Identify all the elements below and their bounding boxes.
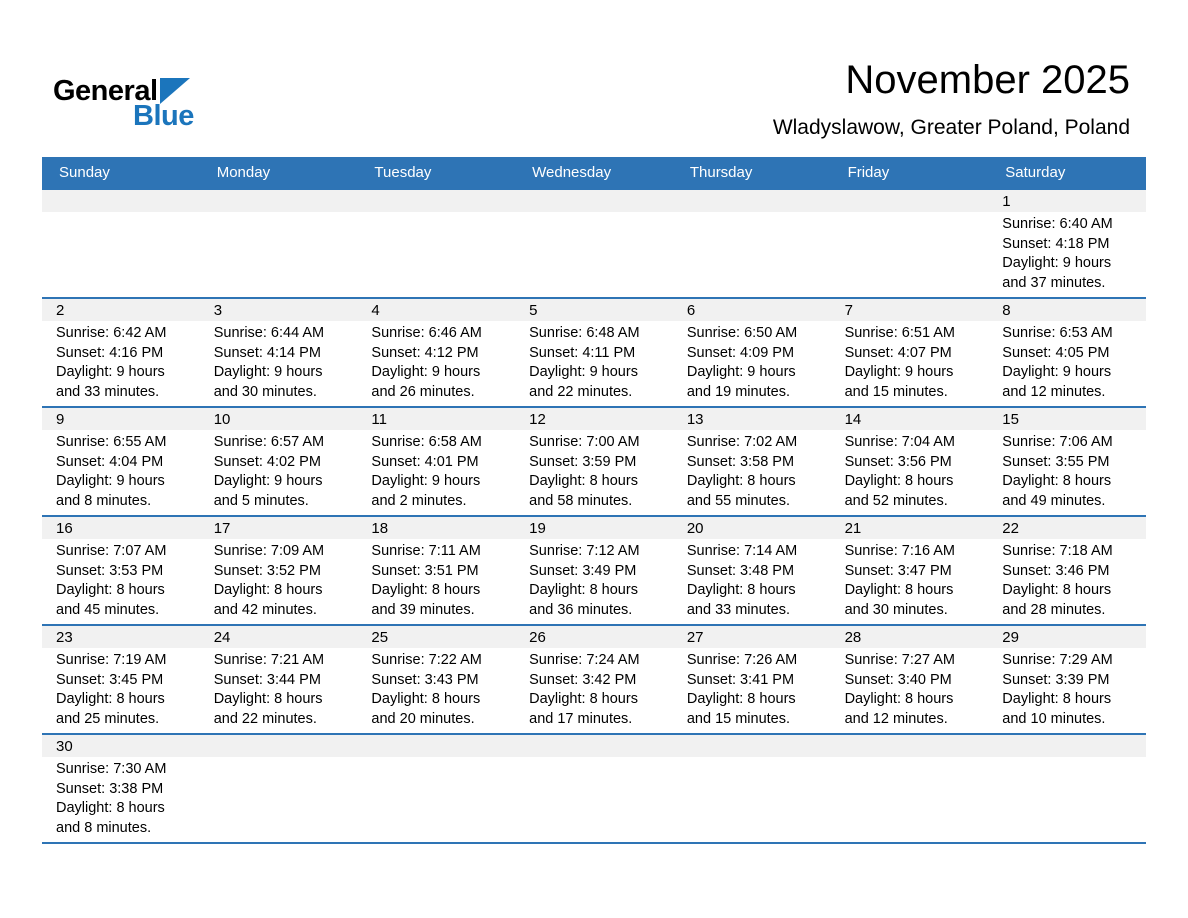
day-details xyxy=(200,212,358,215)
day-details xyxy=(200,430,358,512)
sunset-text: Sunset: 4:05 PM xyxy=(1002,344,1110,361)
day-number: 12 xyxy=(515,408,673,430)
sunset-text: Sunset: 4:09 PM xyxy=(686,344,795,361)
day-cell-empty xyxy=(673,190,831,297)
day-number: 5 xyxy=(515,299,673,321)
day-cell-14 xyxy=(831,408,989,515)
sunrise-text: Sunrise: 6:40 AM xyxy=(1002,216,1113,232)
day-details xyxy=(673,757,831,760)
day-cell-9 xyxy=(42,408,200,515)
day-number xyxy=(515,735,673,757)
daylight-text: Daylight: 8 hours and 39 minutes. xyxy=(371,582,481,619)
general-blue-logo xyxy=(53,76,213,130)
day-number: 19 xyxy=(515,517,673,539)
day-details xyxy=(42,648,200,730)
day-details xyxy=(515,757,673,760)
day-number: 8 xyxy=(988,299,1146,321)
sunrise-text: Sunrise: 7:07 AM xyxy=(56,543,167,559)
day-cell-29 xyxy=(988,626,1146,733)
weekday-header-sunday: Sunday xyxy=(59,164,110,181)
day-cell-6 xyxy=(673,299,831,406)
day-details xyxy=(988,648,1146,730)
sunrise-text: Sunrise: 6:46 AM xyxy=(371,325,482,341)
sunset-text: Sunset: 4:02 PM xyxy=(213,453,321,470)
day-number: 29 xyxy=(988,626,1146,648)
daylight-text: Daylight: 8 hours and 36 minutes. xyxy=(529,582,638,619)
daylight-text: Daylight: 8 hours and 30 minutes. xyxy=(844,582,954,619)
weekday-header-monday: Monday xyxy=(216,164,271,181)
sunrise-text: Sunrise: 7:11 AM xyxy=(371,543,481,559)
daylight-text: Daylight: 9 hours and 22 minutes. xyxy=(529,364,638,401)
day-details xyxy=(200,321,358,403)
day-cell-empty xyxy=(831,735,989,842)
day-number: 14 xyxy=(831,408,989,430)
day-cell-30 xyxy=(42,735,200,842)
day-cell-19 xyxy=(515,517,673,624)
sunrise-text: Sunrise: 7:26 AM xyxy=(686,652,798,668)
day-number: 13 xyxy=(673,408,831,430)
day-number: 4 xyxy=(357,299,515,321)
day-details xyxy=(515,539,673,621)
sunset-text: Sunset: 4:16 PM xyxy=(56,344,164,361)
day-number xyxy=(200,190,358,212)
day-number: 3 xyxy=(200,299,358,321)
day-details xyxy=(673,539,831,621)
daylight-text: Daylight: 9 hours and 2 minutes. xyxy=(371,473,481,510)
sunset-text: Sunset: 3:53 PM xyxy=(56,562,164,579)
daylight-text: Daylight: 8 hours and 15 minutes. xyxy=(686,691,796,728)
day-cell-7 xyxy=(831,299,989,406)
sunrise-text: Sunrise: 7:12 AM xyxy=(529,543,640,559)
day-number: 30 xyxy=(42,735,200,757)
weekday-header-thursday: Thursday xyxy=(689,164,753,181)
day-number xyxy=(357,190,515,212)
sunset-text: Sunset: 4:04 PM xyxy=(56,453,164,470)
logo-text-blue: Blue xyxy=(133,100,194,132)
sunset-text: Sunset: 3:48 PM xyxy=(686,562,795,579)
day-cell-24 xyxy=(200,626,358,733)
sunset-text: Sunset: 4:07 PM xyxy=(844,344,952,361)
sunrise-text: Sunrise: 7:04 AM xyxy=(844,434,955,450)
daylight-text: Daylight: 9 hours and 26 minutes. xyxy=(371,364,481,401)
week-row xyxy=(42,188,1146,297)
day-cell-empty xyxy=(831,190,989,297)
day-details xyxy=(988,430,1146,512)
sunrise-text: Sunrise: 7:16 AM xyxy=(844,543,955,559)
day-number: 10 xyxy=(200,408,358,430)
day-cell-25 xyxy=(357,626,515,733)
day-details xyxy=(200,539,358,621)
page-title: November 2025 xyxy=(845,58,1130,102)
day-cell-27 xyxy=(673,626,831,733)
day-cell-5 xyxy=(515,299,673,406)
sunrise-text: Sunrise: 6:42 AM xyxy=(56,325,167,341)
sunrise-text: Sunrise: 6:55 AM xyxy=(56,434,167,450)
sunrise-text: Sunrise: 7:21 AM xyxy=(213,652,325,668)
sunrise-text: Sunrise: 7:24 AM xyxy=(529,652,640,668)
day-cell-2 xyxy=(42,299,200,406)
day-number: 23 xyxy=(42,626,200,648)
sunrise-text: Sunrise: 7:22 AM xyxy=(371,652,482,668)
day-details xyxy=(200,648,358,730)
day-cell-22 xyxy=(988,517,1146,624)
day-details xyxy=(831,757,989,760)
logo-text-general: General xyxy=(53,75,158,107)
day-number xyxy=(200,735,358,757)
sunrise-text: Sunrise: 6:58 AM xyxy=(371,434,482,450)
day-number: 9 xyxy=(42,408,200,430)
day-details xyxy=(831,321,989,403)
day-details xyxy=(515,321,673,403)
day-number: 2 xyxy=(42,299,200,321)
day-details xyxy=(831,430,989,512)
day-details xyxy=(515,430,673,512)
day-number: 22 xyxy=(988,517,1146,539)
daylight-text: Daylight: 9 hours and 5 minutes. xyxy=(213,473,323,510)
sunrise-text: Sunrise: 6:44 AM xyxy=(213,325,325,341)
sunrise-text: Sunrise: 7:27 AM xyxy=(844,652,955,668)
sunrise-text: Sunrise: 6:57 AM xyxy=(213,434,325,450)
week-row xyxy=(42,624,1146,733)
daylight-text: Daylight: 9 hours and 33 minutes. xyxy=(56,364,165,401)
sunrise-text: Sunrise: 7:06 AM xyxy=(1002,434,1113,450)
day-details xyxy=(357,212,515,215)
sunrise-text: Sunrise: 7:18 AM xyxy=(1002,543,1113,559)
daylight-text: Daylight: 8 hours and 28 minutes. xyxy=(1002,582,1112,619)
sunset-text: Sunset: 3:58 PM xyxy=(686,453,795,470)
sunrise-text: Sunrise: 7:29 AM xyxy=(1002,652,1113,668)
day-cell-empty xyxy=(200,735,358,842)
day-number xyxy=(42,190,200,212)
daylight-text: Daylight: 8 hours and 10 minutes. xyxy=(1002,691,1112,728)
day-details xyxy=(200,757,358,760)
sunrise-text: Sunrise: 7:09 AM xyxy=(213,543,325,559)
day-details xyxy=(673,648,831,730)
sunrise-text: Sunrise: 6:53 AM xyxy=(1002,325,1113,341)
day-details xyxy=(42,321,200,403)
day-cell-17 xyxy=(200,517,358,624)
week-row xyxy=(42,297,1146,406)
day-cell-3 xyxy=(200,299,358,406)
page-subtitle: Wladyslawow, Greater Poland, Poland xyxy=(772,116,1130,139)
sunset-text: Sunset: 3:59 PM xyxy=(529,453,637,470)
sunrise-text: Sunrise: 6:48 AM xyxy=(529,325,640,341)
day-cell-4 xyxy=(357,299,515,406)
daylight-text: Daylight: 8 hours and 45 minutes. xyxy=(56,582,165,619)
day-details xyxy=(357,648,515,730)
day-cell-10 xyxy=(200,408,358,515)
day-cell-12 xyxy=(515,408,673,515)
sunset-text: Sunset: 3:55 PM xyxy=(1002,453,1110,470)
sunset-text: Sunset: 4:12 PM xyxy=(371,344,479,361)
sunset-text: Sunset: 3:43 PM xyxy=(371,671,479,688)
day-number: 20 xyxy=(673,517,831,539)
day-number xyxy=(357,735,515,757)
sunrise-text: Sunrise: 7:30 AM xyxy=(56,761,167,777)
day-cell-empty xyxy=(42,190,200,297)
day-cell-26 xyxy=(515,626,673,733)
day-cell-20 xyxy=(673,517,831,624)
day-cell-empty xyxy=(515,735,673,842)
day-number: 7 xyxy=(831,299,989,321)
day-cell-empty xyxy=(357,735,515,842)
calendar-table xyxy=(42,157,1146,844)
day-details xyxy=(831,539,989,621)
weekday-header-row xyxy=(42,157,1146,188)
daylight-text: Daylight: 8 hours and 12 minutes. xyxy=(844,691,954,728)
sunset-text: Sunset: 3:49 PM xyxy=(529,562,637,579)
weekday-header-friday: Friday xyxy=(847,164,890,181)
day-details xyxy=(42,757,200,839)
day-cell-21 xyxy=(831,517,989,624)
day-number xyxy=(673,735,831,757)
day-number xyxy=(673,190,831,212)
day-cell-8 xyxy=(988,299,1146,406)
sunset-text: Sunset: 3:51 PM xyxy=(371,562,479,579)
day-number: 16 xyxy=(42,517,200,539)
daylight-text: Daylight: 8 hours and 49 minutes. xyxy=(1002,473,1112,510)
daylight-text: Daylight: 8 hours and 8 minutes. xyxy=(56,800,165,837)
sunrise-text: Sunrise: 6:51 AM xyxy=(844,325,955,341)
daylight-text: Daylight: 9 hours and 12 minutes. xyxy=(1002,364,1112,401)
day-cell-11 xyxy=(357,408,515,515)
day-details xyxy=(515,212,673,215)
sunset-text: Sunset: 3:52 PM xyxy=(213,562,321,579)
day-details xyxy=(673,430,831,512)
sunrise-text: Sunrise: 6:50 AM xyxy=(686,325,798,341)
sunrise-text: Sunrise: 7:02 AM xyxy=(686,434,798,450)
week-row xyxy=(42,406,1146,515)
sunset-text: Sunset: 3:44 PM xyxy=(213,671,321,688)
day-number: 1 xyxy=(988,190,1146,212)
day-details xyxy=(673,212,831,215)
sunset-text: Sunset: 3:38 PM xyxy=(56,780,164,797)
day-number xyxy=(831,190,989,212)
day-number: 18 xyxy=(357,517,515,539)
day-number: 6 xyxy=(673,299,831,321)
day-details xyxy=(831,212,989,215)
day-cell-empty xyxy=(988,735,1146,842)
day-number: 21 xyxy=(831,517,989,539)
day-cell-28 xyxy=(831,626,989,733)
day-details xyxy=(357,539,515,621)
day-cell-empty xyxy=(357,190,515,297)
day-details xyxy=(42,212,200,215)
weekday-header-wednesday: Wednesday xyxy=(532,164,612,181)
day-cell-23 xyxy=(42,626,200,733)
daylight-text: Daylight: 8 hours and 58 minutes. xyxy=(529,473,638,510)
calendar-grid xyxy=(42,188,1146,842)
sunset-text: Sunset: 3:46 PM xyxy=(1002,562,1110,579)
sunset-text: Sunset: 3:47 PM xyxy=(844,562,952,579)
day-details xyxy=(673,321,831,403)
daylight-text: Daylight: 9 hours and 37 minutes. xyxy=(1002,255,1112,292)
daylight-text: Daylight: 9 hours and 19 minutes. xyxy=(686,364,796,401)
day-number xyxy=(988,735,1146,757)
sunset-text: Sunset: 4:14 PM xyxy=(213,344,321,361)
day-cell-15 xyxy=(988,408,1146,515)
daylight-text: Daylight: 8 hours and 22 minutes. xyxy=(213,691,323,728)
sunset-text: Sunset: 3:39 PM xyxy=(1002,671,1110,688)
week-row xyxy=(42,515,1146,624)
daylight-text: Daylight: 8 hours and 17 minutes. xyxy=(529,691,638,728)
daylight-text: Daylight: 9 hours and 15 minutes. xyxy=(844,364,954,401)
day-details xyxy=(42,430,200,512)
day-details xyxy=(357,321,515,403)
day-cell-18 xyxy=(357,517,515,624)
day-cell-empty xyxy=(200,190,358,297)
sunrise-text: Sunrise: 7:19 AM xyxy=(56,652,167,668)
sunset-text: Sunset: 3:42 PM xyxy=(529,671,637,688)
day-number: 28 xyxy=(831,626,989,648)
day-details xyxy=(357,757,515,760)
sunset-text: Sunset: 4:18 PM xyxy=(1002,235,1110,252)
sunset-text: Sunset: 3:45 PM xyxy=(56,671,164,688)
day-details xyxy=(42,539,200,621)
day-number xyxy=(515,190,673,212)
day-details xyxy=(988,539,1146,621)
day-details xyxy=(988,321,1146,403)
sunset-text: Sunset: 4:11 PM xyxy=(529,344,636,361)
daylight-text: Daylight: 8 hours and 33 minutes. xyxy=(686,582,796,619)
day-details xyxy=(515,648,673,730)
day-number: 11 xyxy=(357,408,515,430)
day-number: 17 xyxy=(200,517,358,539)
day-details xyxy=(357,430,515,512)
daylight-text: Daylight: 8 hours and 55 minutes. xyxy=(686,473,796,510)
day-cell-13 xyxy=(673,408,831,515)
daylight-text: Daylight: 8 hours and 25 minutes. xyxy=(56,691,165,728)
sunset-text: Sunset: 4:01 PM xyxy=(371,453,479,470)
sunrise-text: Sunrise: 7:14 AM xyxy=(686,543,798,559)
daylight-text: Daylight: 8 hours and 20 minutes. xyxy=(371,691,481,728)
week-row xyxy=(42,733,1146,842)
sunset-text: Sunset: 3:40 PM xyxy=(844,671,952,688)
day-number: 24 xyxy=(200,626,358,648)
sunset-text: Sunset: 3:41 PM xyxy=(686,671,795,688)
sunrise-text: Sunrise: 7:00 AM xyxy=(529,434,640,450)
day-number xyxy=(831,735,989,757)
daylight-text: Daylight: 9 hours and 8 minutes. xyxy=(56,473,165,510)
day-details xyxy=(988,757,1146,760)
day-number: 26 xyxy=(515,626,673,648)
weekday-header-tuesday: Tuesday xyxy=(374,164,432,181)
day-cell-1 xyxy=(988,190,1146,297)
day-cell-empty xyxy=(673,735,831,842)
daylight-text: Daylight: 8 hours and 52 minutes. xyxy=(844,473,954,510)
day-details xyxy=(831,648,989,730)
day-number: 27 xyxy=(673,626,831,648)
day-number: 25 xyxy=(357,626,515,648)
day-number: 15 xyxy=(988,408,1146,430)
weekday-header-saturday: Saturday xyxy=(1005,164,1066,181)
day-details xyxy=(988,212,1146,294)
daylight-text: Daylight: 9 hours and 30 minutes. xyxy=(213,364,323,401)
daylight-text: Daylight: 8 hours and 42 minutes. xyxy=(213,582,323,619)
sunset-text: Sunset: 3:56 PM xyxy=(844,453,952,470)
day-cell-16 xyxy=(42,517,200,624)
day-cell-empty xyxy=(515,190,673,297)
